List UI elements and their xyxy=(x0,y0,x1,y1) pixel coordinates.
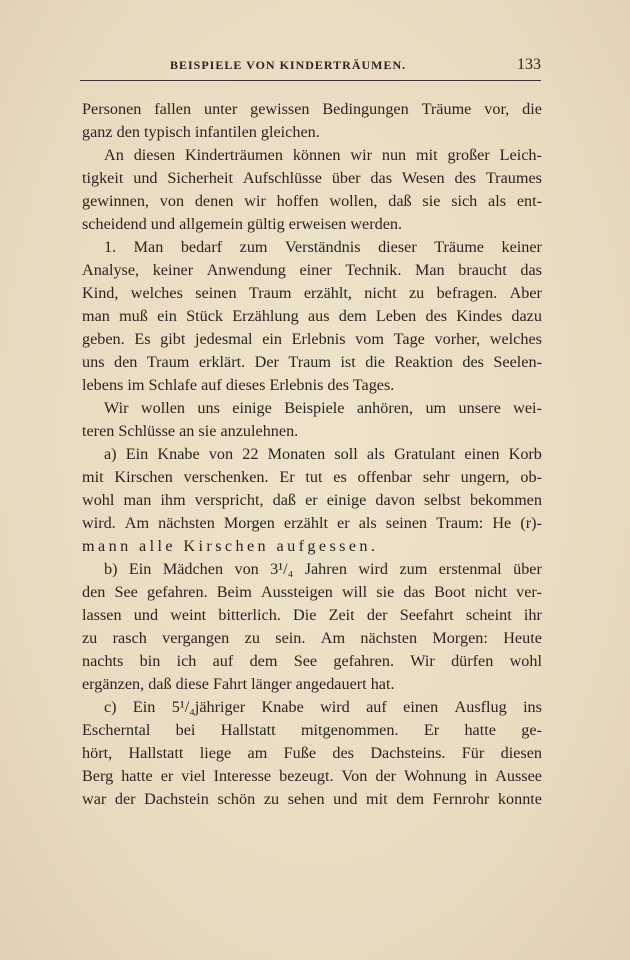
text-line: den See gefahren. Beim Aussteigen will sie das Boot nicht ver- xyxy=(82,583,542,601)
text-line: man muß ein Stück Erzählung aus dem Leben des Kindes dazu xyxy=(82,307,542,325)
running-title: BEISPIELE VON KINDERTRÄUMEN. xyxy=(170,58,407,72)
text-line: teren Schlüsse an sie anzulehnen. xyxy=(82,422,299,440)
text-line: Kind, welches seinen Traum erzählt, nicht zu befragen. Aber xyxy=(82,284,542,302)
text-line: mann alle Kirschen aufgessen. xyxy=(82,537,379,555)
text-line: geben. Es gibt jedesmal ein Erlebnis vom Tage vorher, welches xyxy=(82,330,542,348)
text-line: tigkeit und Sicherheit Aufschlüsse über das Wesen des Traumes xyxy=(82,169,542,187)
text-line: c) Ein 5¹/₄jähriger Knabe wird auf einen Ausflug ins xyxy=(104,698,542,716)
text-line: hört, Hallstatt liege am Fuße des Dachsteins. Für diesen xyxy=(82,744,542,762)
text-line: Personen fallen unter gewissen Bedingungen Träume vor, die xyxy=(82,100,542,118)
text-line: Escherntal bei Hallstatt mitgenommen. Er hatte ge- xyxy=(82,721,542,739)
text-line: scheidend und allgemein gültig erweisen werden. xyxy=(82,215,403,233)
text-line: 1. Man bedarf zum Verständnis dieser Träume keiner xyxy=(104,238,542,256)
page-header xyxy=(80,58,541,81)
text-line: gewinnen, von denen wir hoffen wollen, daß sie sich als ent- xyxy=(82,192,542,210)
text-line: b) Ein Mädchen von 3¹/₄ Jahren wird zum erstenmal über xyxy=(104,560,542,578)
text-line: wird. Am nächsten Morgen erzählt er als seinen Traum: He (r)- xyxy=(82,514,542,532)
text-line: An diesen Kinderträumen können wir nun mit großer Leich- xyxy=(104,146,542,164)
text-line: lassen und weint bitterlich. Die Zeit der Seefahrt scheint ihr xyxy=(82,606,542,624)
text-line: uns den Traum erklärt. Der Traum ist die Reaktion des Seelen- xyxy=(82,353,542,371)
text-line: nachts bin ich auf dem See gefahren. Wir dürfen wohl xyxy=(82,652,542,670)
text-line: ganz den typisch infantilen gleichen. xyxy=(82,123,320,141)
text-line: Analyse, keiner Anwendung einer Technik. Man braucht das xyxy=(82,261,542,279)
text-line: Wir wollen uns einige Beispiele anhören, um unsere wei- xyxy=(104,399,542,417)
text-line: Berg hatte er viel Interesse bezeugt. Von der Wohnung in Aussee xyxy=(82,767,542,785)
text-line: a) Ein Knabe von 22 Monaten soll als Gratulant einen Korb xyxy=(104,445,542,463)
text-line: zu rasch vergangen zu sein. Am nächsten Morgen: Heute xyxy=(82,629,542,647)
body-text xyxy=(82,98,542,811)
text-line: wohl man ihm verspricht, daß er einige davon selbst bekommen xyxy=(82,491,542,509)
text-line: ergänzen, daß diese Fahrt länger angedauert hat. xyxy=(82,675,395,693)
page-number: 133 xyxy=(517,56,541,73)
text-line: war der Dachstein schön zu sehen und mit dem Fernrohr konnte xyxy=(82,790,542,808)
text-line: lebens im Schlafe auf dieses Erlebnis des Tages. xyxy=(82,376,395,394)
text-line: mit Kirschen verschenken. Er tut es offenbar sehr ungern, ob- xyxy=(82,468,542,486)
